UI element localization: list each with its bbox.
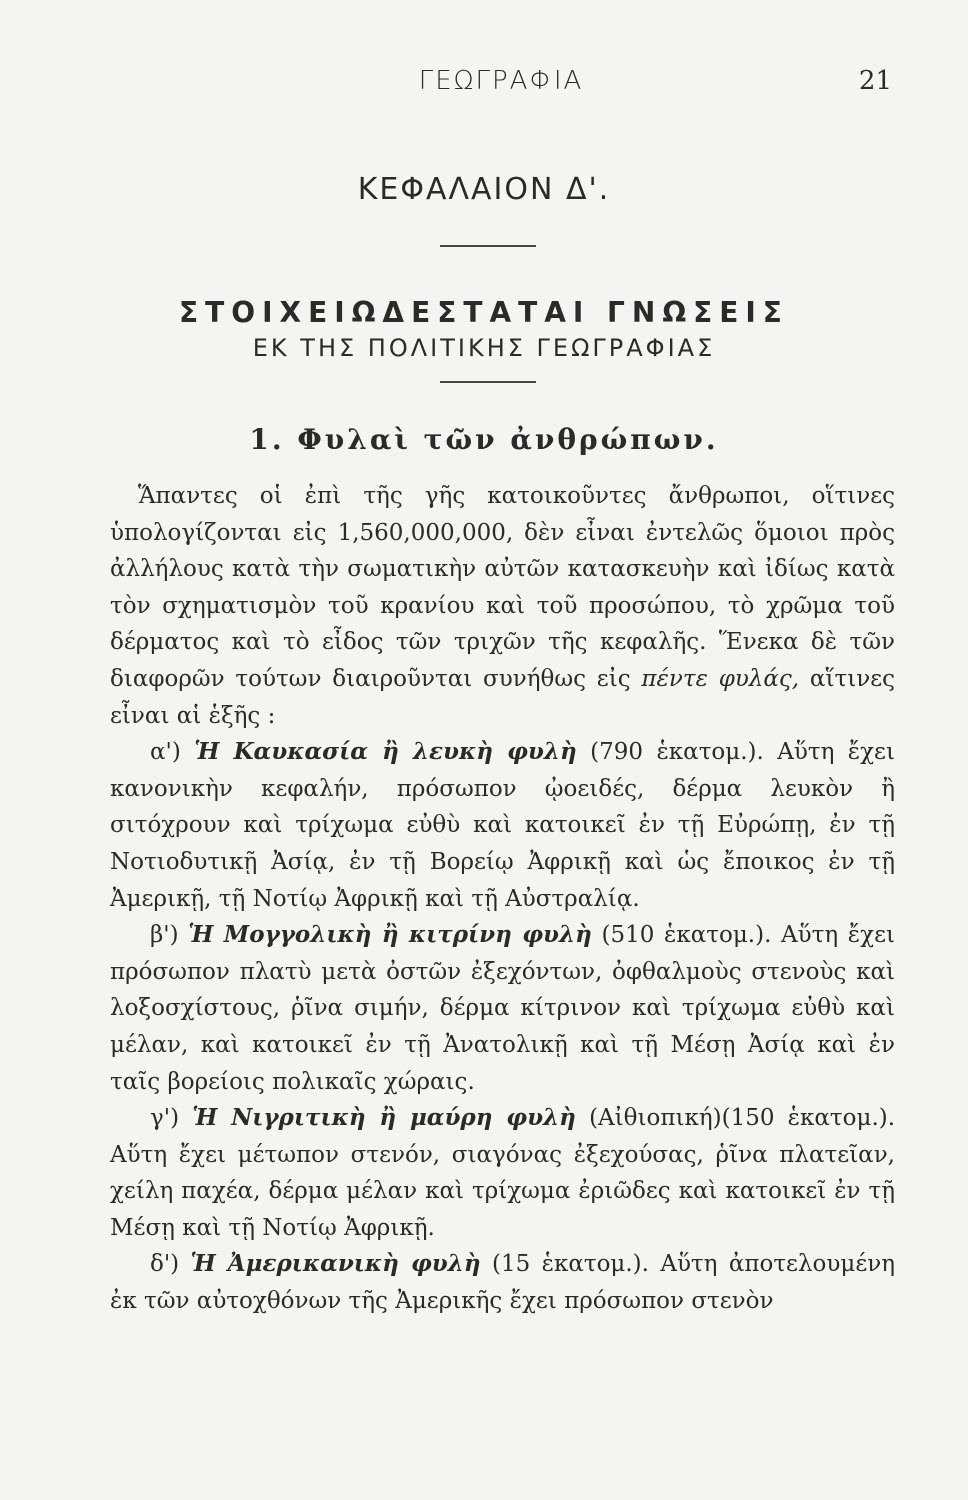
running-title: ΓΕΩΓΡΑΦΙΑ [418,66,584,96]
intro-text-b: αἵτινες εἶναι αἱ ἑξῆς : [110,665,895,729]
intro-emphasis: πέντε φυλάς, [641,665,800,692]
page-number: 21 [858,66,892,96]
race-paragraph [110,1100,895,1246]
race-name: Ἡ Νιγριτικὴ ἢ μαύρη φυλὴ [192,1104,576,1132]
divider-rule [440,381,536,383]
race-name: Ἡ Καυκασία ἢ λευκὴ φυλὴ [194,738,577,766]
race-text: (510 ἑκατομ.). Αὕτη ἔχει πρόσωπον πλατὺ μετὰ ὀστῶν ἐξεχόντων, ὀφθαλμοὺς στενοὺς καὶ λοξοσχίστους, ῥῖνα σιμήν, δέρμα κίτρινον καὶ τρίχωμα εὐθὺ καὶ μέλαν, καὶ κατοικεῖ ἐν τῇ Ἀνατολικῇ καὶ τῇ Μέσῃ Ἀσίᾳ καὶ ἐν ταῖς βορείοις πολικαῖς χώραις. [110,922,896,1095]
race-text: (15 ἑκατομ.). Αὕτη ἀποτελουμένη ἐκ τῶν αὐτοχθόνων τῆς Ἀμερικῆς ἔχει πρόσωπον στενὸν [110,1251,895,1315]
race-paragraph [110,917,895,1100]
race-label: δ') [150,1251,180,1278]
chapter-title: ΚΕΦΑΛΑΙΟΝ Δ'. [357,172,611,207]
divider-rule [440,245,536,247]
race-name: Ἡ Ἀμερικανικὴ φυλὴ [190,1250,481,1278]
race-paragraph [110,734,895,917]
race-paragraph [110,1246,895,1319]
race-name: Ἡ Μογγολικὴ ἢ κιτρίνη φυλὴ [188,921,592,949]
page-header [110,66,892,106]
race-label: γ') [150,1105,180,1132]
race-label: α') [150,739,181,766]
section-title-line2: ΕΚ ΤΗΣ ΠΟΛΙΤΙΚΗΣ ΓΕΩΓΡΑΦΙΑΣ [252,334,716,362]
intro-paragraph [110,478,895,734]
body-text [110,478,895,1320]
race-text: (790 ἑκατομ.). Αὕτη ἔχει κανονικὴν κεφαλήν, πρόσωπον ᾠοειδές, δέρμα λευκὸν ἢ σιτόχρουν καὶ τρίχωμα εὐθὺ καὶ κατοικεῖ ἐν τῇ Εὐρώπῃ, ἐν τῇ Νοτιοδυτικῇ Ἀσίᾳ, ἐν τῇ Βορείῳ Ἀφρικῇ καὶ ὡς ἔποικος ἐν τῇ Ἀμερικῇ, τῇ Νοτίῳ Ἀφρικῇ καὶ τῇ Αὐστραλίᾳ. [110,739,895,912]
section-title-line1: ΣΤΟΙΧΕΙΩΔΕΣΤΑΤΑΙ ΓΝΩΣΕΙΣ [179,296,789,329]
race-label: β') [150,922,179,949]
subsection-heading: 1. Φυλαὶ τῶν ἀνθρώπων. [249,423,719,456]
intro-text-a: Ἅπαντες οἱ ἐπὶ τῆς γῆς κατοικοῦντες ἄνθρωποι, οἵτινες ὑπολογίζονται εἰς 1,560,000,000, δὲν εἶναι ἐντελῶς ὅμοιοι πρὸς ἀλλήλους κατὰ τὴν σωματικὴν αὐτῶν κατασκευὴν καὶ ἰδίως κατὰ τὸν σχηματισμὸν τοῦ κρανίου καὶ τοῦ προσώπου, τὸ χρῶμα τοῦ δέρματος καὶ τὸ εἶδος τῶν τριχῶν τῆς κεφαλῆς. Ἕνεκα δὲ τῶν διαφορῶν τούτων διαιροῦνται συνήθως εἰς [110,483,895,692]
race-text: (Αἰθιοπική)(150 ἑκατομ.). Αὕτη ἔχει μέτωπον στενόν, σιαγόνας ἐξεχούσας, ῥῖνα πλατεῖαν, χείλη παχέα, δέρμα μέλαν καὶ τρίχωμα ἐριῶδες καὶ κατοικεῖ ἐν τῇ Μέσῃ καὶ τῇ Νοτίῳ Ἀφρικῇ. [110,1105,896,1241]
